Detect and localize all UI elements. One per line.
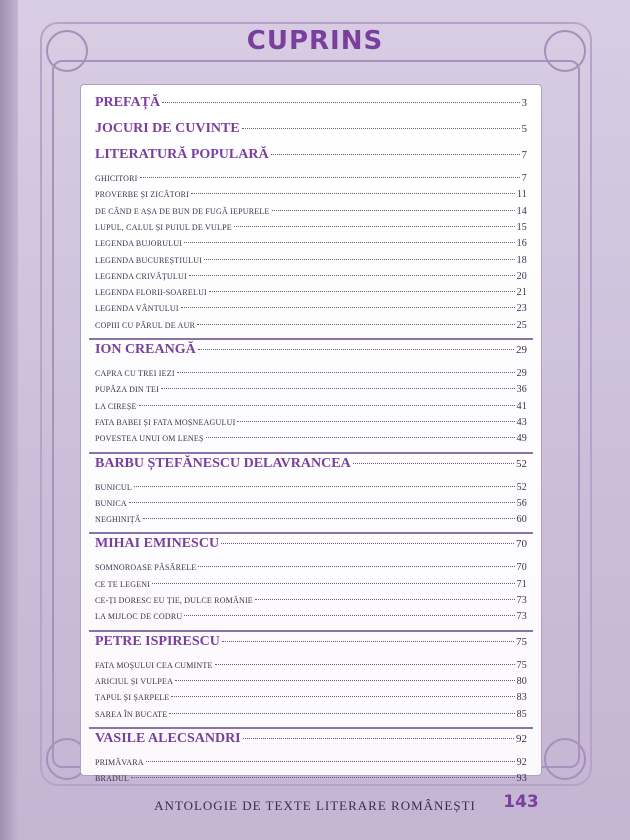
toc-entry-title: LEGENDA CRIVĂȚULUI [95,271,187,281]
dot-leader [129,502,515,503]
toc-entry [95,287,527,298]
toc-entry-page: 14 [516,205,527,217]
toc-entry [95,189,527,200]
toc-entry [95,271,527,282]
dot-leader [139,405,515,406]
toc-entry [95,401,527,412]
toc-entry [95,482,527,493]
book-title-footer: ANTOLOGIE DE TEXTE LITERARE ROMÂNEȘTI [154,798,476,813]
toc-entry [95,222,527,233]
dot-leader [171,696,514,697]
toc-entry-title: FATA BABEI ȘI FATA MOȘNEAGULUI [95,417,236,427]
toc-entry-page: 15 [516,221,527,233]
dot-leader [197,324,514,325]
toc-entry-page: 73 [516,595,527,606]
page-title: CUPRINS [246,26,384,56]
toc-section-entry [95,634,527,650]
dot-leader [184,242,514,243]
toc-entry-title: VASILE ALECSANDRI [95,730,241,746]
dot-leader [181,307,515,308]
toc-entry [95,417,527,428]
toc-entry-title: LUPUL, CALUL ȘI PUIUL DE VULPE [95,222,232,232]
toc-section-entry [95,121,527,137]
toc-entry-title: FATA MOȘULUI CEA CUMINTE [95,660,213,670]
dot-leader [209,291,515,292]
toc-entry-title: PREFAȚĂ [95,95,161,110]
toc-entry [95,433,527,444]
dot-leader [255,599,515,600]
toc-entry-title: BUNICA [95,498,127,508]
toc-entry [95,595,527,606]
dot-leader [271,154,520,155]
section-divider [89,338,533,340]
toc-entry-page: 20 [516,270,527,282]
toc-entry-page: 16 [516,238,527,250]
toc-entry [95,562,527,573]
toc-entry [95,579,527,590]
toc-entry-page: 29 [516,344,527,356]
toc-entry-page: 60 [516,514,527,526]
toc-entry-title: LEGENDA BUCUREȘTIULUI [95,255,203,265]
toc-section-entry [95,147,527,163]
dot-leader [237,421,514,422]
toc-entry-page: 70 [516,562,527,574]
toc-entry-page: 75 [516,635,527,648]
dot-leader [198,349,514,350]
toc-entry-page: 71 [516,578,527,590]
dot-leader [146,761,515,762]
toc-entry-page: 5 [521,123,527,135]
toc-entry [95,303,527,314]
toc-entry-title: CE-ȚI DORESC EU ȚIE, DULCE ROMÂNIE [95,596,253,605]
toc-entry-title: JOCURI DE CUVINTE [95,121,240,136]
toc-entry-title: GHICITORI [95,174,138,183]
toc-entry-title: ARICIUL ȘI VULPEA [95,676,174,686]
toc-entry-page: 3 [521,97,527,109]
toc-entry-page: 18 [516,254,527,266]
toc-entry-page: 93 [516,773,527,785]
toc-entry-title: NEGHINIȚĂ [95,515,141,525]
toc-entry-title: BUNICUL [95,482,132,492]
dot-leader [222,641,514,642]
dot-leader [206,437,515,438]
toc-entry-page: 52 [516,457,527,470]
toc-entry-title: ION CREANGĂ [95,342,196,357]
section-divider [89,452,533,454]
toc-entry [95,692,527,703]
toc-entry-page: 25 [516,319,527,331]
toc-entry-page: 85 [516,708,527,720]
toc-entry [95,498,527,509]
toc-entry [95,238,527,249]
toc-entry-title: CE TE LEGENI [95,579,151,589]
toc-section-entry [95,731,527,747]
toc-entry-title: LA CIREȘE [95,401,137,411]
dot-leader [152,583,514,584]
dot-leader [272,210,515,211]
toc-entry-page: 75 [516,659,527,671]
toc-entry-title: LA MIJLOC DE CODRU [95,612,183,622]
toc-entry-title: PRIMĂVARA [95,757,144,767]
toc-entry-page: 7 [521,173,527,184]
toc-entry-title: PETRE ISPIRESCU [95,633,220,649]
toc-section-entry [95,342,527,358]
toc-entry [95,773,527,784]
dot-leader [131,777,515,778]
dot-leader [175,680,515,681]
toc-entry-page: 52 [516,481,527,493]
toc-entry-page: 7 [521,149,527,161]
toc-entry [95,514,527,525]
toc-entry-title: ȚAPUL ȘI ȘARPELE [95,693,170,703]
toc-entry-title: LEGENDA BUJORULUI [95,239,183,249]
toc-section-entry [95,536,527,552]
ornament-bottom-right-icon [544,738,586,780]
dot-leader [198,566,514,567]
dot-leader [177,372,515,373]
dot-leader [191,193,515,194]
dot-leader [161,388,515,389]
toc-section-entry [95,95,527,111]
toc-entry-page: 11 [516,189,527,201]
toc-entry-title: LEGENDA VÂNTULUI [95,304,179,314]
dot-leader [169,713,514,714]
toc-entry-title: COPIII CU PĂRUL DE AUR [95,320,196,330]
toc-entry-title: DE CÂND E AȘA DE BUN DE FUGĂ IEPURELE [95,206,270,216]
dot-leader [234,226,515,227]
toc-entry [95,709,527,720]
dot-leader [143,518,515,519]
toc-entry-page: 92 [516,732,527,745]
toc-entry-page: 43 [516,416,527,428]
toc-entry [95,660,527,671]
toc-section-entry [95,456,527,472]
section-divider [89,532,533,534]
toc-entry-title: BRADUL [95,774,130,784]
dot-leader [204,259,515,260]
toc-entry-page: 49 [516,433,527,445]
toc-entry-title: PROVERBE ȘI ZICĂTORI [95,190,190,200]
toc-entry-title: LEGENDA FLORII-SOARELUI [95,288,207,298]
dot-leader [243,738,514,739]
toc-entry-title: LITERATURĂ POPULARĂ [95,147,269,162]
toc-entry [95,368,527,379]
toc-entry-page: 29 [516,368,527,379]
section-divider [89,727,533,729]
table-of-contents [80,84,542,785]
toc-entry [95,611,527,622]
toc-entry-title: SOMNOROASE PĂSĂRELE [95,563,197,573]
toc-entry [95,255,527,266]
dot-leader [162,102,519,103]
toc-entry [95,757,527,768]
toc-entry-page: 83 [516,692,527,704]
section-divider [89,630,533,632]
dot-leader [184,615,514,616]
toc-entry-page: 92 [516,756,527,768]
dot-leader [189,275,515,276]
toc-entry-title: BARBU ȘTEFĂNESCU DELAVRANCEA [95,455,351,471]
dot-leader [242,128,520,129]
dot-leader [353,463,514,464]
toc-entry-page: 21 [516,287,527,299]
toc-entry-title: POVESTEA UNUI OM LENEȘ [95,434,204,444]
toc-entry-page: 73 [516,611,527,623]
toc-entry-title: MIHAI EMINESCU [95,536,220,552]
dot-leader [140,177,520,178]
toc-entry [95,173,527,184]
page-number: 143 [503,792,539,812]
toc-entry [95,676,527,687]
toc-entry-page: 23 [516,303,527,315]
dot-leader [134,486,515,487]
dot-leader [215,664,515,665]
toc-entry-title: PUPĂZA DIN TEI [95,385,159,395]
toc-entry [95,320,527,331]
toc-entry-title: SAREA ÎN BUCATE [95,709,168,719]
toc-entry-page: 36 [516,384,527,396]
toc-entry-page: 80 [516,675,527,687]
dot-leader [221,543,514,544]
toc-entry-page: 70 [516,538,527,551]
toc-entry [95,384,527,395]
toc-entry-page: 41 [516,400,527,412]
toc-entry-title: CAPRA CU TREI IEZI [95,369,175,378]
toc-entry [95,206,527,217]
toc-entry-page: 56 [516,497,527,509]
book-spine [0,0,18,840]
